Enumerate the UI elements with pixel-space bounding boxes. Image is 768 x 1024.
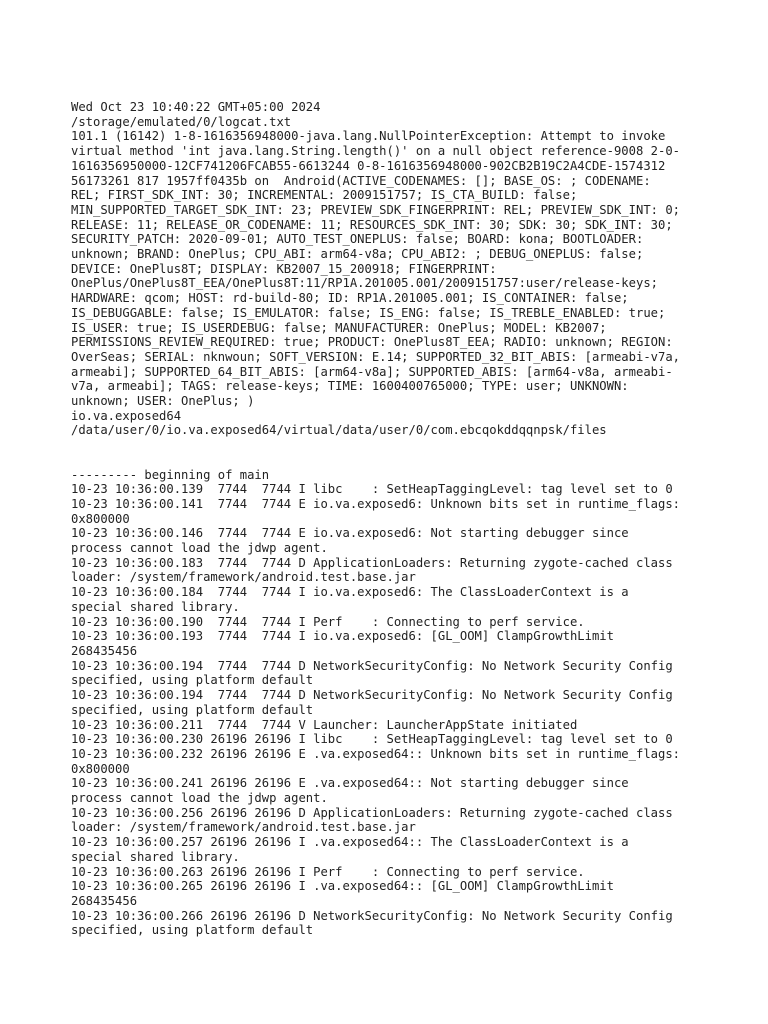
log-line: 10-23 10:36:00.194 7744 7744 D NetworkSecurityConfig: No Network Security Config xyxy=(71,688,673,703)
header-line: PERMISSIONS_REVIEW_REQUIRED: true; PRODUCT: OnePlus8T_EEA; RADIO: unknown; REGION: xyxy=(71,335,673,350)
header-line: RELEASE: 11; RELEASE_OR_CODENAME: 11; RESOURCES_SDK_INT: 30; SDK: 30; SDK_INT: 30; xyxy=(71,217,673,232)
header-line: HARDWARE: qcom; HOST: rd-build-80; ID: RP1A.201005.001; IS_CONTAINER: false; xyxy=(71,291,629,306)
log-line: 10-23 10:36:00.190 7744 7744 I Perf : Connecting to perf service. xyxy=(71,614,585,629)
log-line: 10-23 10:36:00.141 7744 7744 E io.va.exposed6: Unknown bits set in runtime_flags: xyxy=(71,496,681,511)
log-line: specified, using platform default xyxy=(71,923,314,938)
log-line: --------- beginning of main xyxy=(71,467,270,482)
log-line: 10-23 10:36:00.211 7744 7744 V Launcher: LauncherAppState initiated xyxy=(71,717,578,732)
header-line: 101.1 (16142) 1-8-1616356948000-java.lang.NullPointerException: Attempt to invoke xyxy=(71,129,666,144)
header-line: Wed Oct 23 10:40:22 GMT+05:00 2024 xyxy=(71,100,321,114)
log-line: 10-23 10:36:00.232 26196 26196 E .va.exposed64:: Unknown bits set in runtime_flags: xyxy=(71,746,681,761)
log-line: 10-23 10:36:00.230 26196 26196 I libc : SetHeapTaggingLevel: tag level set to 0 xyxy=(71,732,673,747)
log-line: 10-23 10:36:00.241 26196 26196 E .va.exposed64:: Not starting debugger since xyxy=(71,776,629,791)
log-line: 10-23 10:36:00.146 7744 7744 E io.va.exposed6: Not starting debugger since xyxy=(71,526,629,541)
header-line: /storage/emulated/0/logcat.txt xyxy=(71,114,292,129)
log-line: 268435456 xyxy=(71,644,138,658)
log-line: 10-23 10:36:00.263 26196 26196 I Perf : Connecting to perf service. xyxy=(71,864,585,879)
header-line: 1616356950000-12CF741206FCAB55-6613244 0-8-1616356948000-902CB2B19C2A4CDE-1574312 xyxy=(71,158,666,173)
header-line: virtual method 'int java.lang.String.length()' on a null object reference-9008 2-0- xyxy=(71,144,681,159)
header-line: v7a, armeabi]; TAGS: release-keys; TIME: 1600400765000; TYPE: user; UNKNOWN: xyxy=(71,379,629,394)
log-line: 10-23 10:36:00.256 26196 26196 D ApplicationLoaders: Returning zygote-cached class xyxy=(71,805,673,820)
header-line: io.va.exposed64 xyxy=(71,408,182,423)
header-line: IS_DEBUGGABLE: false; IS_EMULATOR: false; IS_ENG: false; IS_TREBLE_ENABLED: true; xyxy=(71,305,666,320)
log-line: process cannot load the jdwp agent. xyxy=(71,791,328,806)
header-line: OnePlus/OnePlus8T_EEA/OnePlus8T:11/RP1A.201005.001/2009151757:user/release-keys; xyxy=(71,276,658,291)
log-line: special shared library. xyxy=(71,849,240,864)
log-line: loader: /system/framework/android.test.base.jar xyxy=(71,820,416,835)
log-line: 10-23 10:36:00.265 26196 26196 I .va.exposed64:: [GL_OOM] ClampGrowthLimit xyxy=(71,879,614,894)
log-line: specified, using platform default xyxy=(71,673,314,688)
log-line: 10-23 10:36:00.266 26196 26196 D NetworkSecurityConfig: No Network Security Config xyxy=(71,908,673,923)
log-line: special shared library. xyxy=(71,599,240,614)
log-line: 268435456 xyxy=(71,893,138,908)
log-line: 10-23 10:36:00.183 7744 7744 D ApplicationLoaders: Returning zygote-cached class xyxy=(71,555,673,570)
header-line: unknown; USER: OnePlus; ) xyxy=(71,394,255,409)
device-info-header xyxy=(71,100,711,438)
header-line: IS_USER: true; IS_USERDEBUG: false; MANUFACTURER: OnePlus; MODEL: KB2007; xyxy=(71,320,607,335)
header-line: SECURITY_PATCH: 2020-09-01; AUTO_TEST_ONEPLUS: false; BOARD: kona; BOOTLOADER: xyxy=(71,232,644,247)
log-line: 10-23 10:36:00.139 7744 7744 I libc : SetHeapTaggingLevel: tag level set to 0 xyxy=(71,482,673,497)
log-line: 0x800000 xyxy=(71,761,130,776)
log-line: loader: /system/framework/android.test.base.jar xyxy=(71,570,416,585)
log-line: 10-23 10:36:00.194 7744 7744 D NetworkSecurityConfig: No Network Security Config xyxy=(71,658,673,673)
log-line: 10-23 10:36:00.193 7744 7744 I io.va.exposed6: [GL_OOM] ClampGrowthLimit xyxy=(71,629,614,644)
header-line: MIN_SUPPORTED_TARGET_SDK_INT: 23; PREVIEW_SDK_FINGERPRINT: REL; PREVIEW_SDK_INT: 0; xyxy=(71,202,681,217)
header-line: 56173261 817 1957ff0435b on Android(ACTIVE_CODENAMES: []; BASE_OS: ; CODENAME: xyxy=(71,173,651,188)
header-line: REL; FIRST_SDK_INT: 30; INCREMENTAL: 2009151757; IS_CTA_BUILD: false; xyxy=(71,188,578,203)
header-line: armeabi]; SUPPORTED_64_BIT_ABIS: [arm64-v8a]; SUPPORTED_ABIS: [arm64-v8a, armeabi- xyxy=(71,364,673,379)
log-entries xyxy=(71,468,711,939)
header-line: unknown; BRAND: OnePlus; CPU_ABI: arm64-v8a; CPU_ABI2: ; DEBUG_ONEPLUS: false; xyxy=(71,247,644,262)
header-line: OverSeas; SERIAL: nknwoun; SOFT_VERSION: E.14; SUPPORTED_32_BIT_ABIS: [armeabi-v7a, xyxy=(71,349,681,364)
log-line: specified, using platform default xyxy=(71,702,314,717)
header-line: /data/user/0/io.va.exposed64/virtual/data/user/0/com.ebcqokddqqnpsk/files xyxy=(71,423,607,438)
log-line: 10-23 10:36:00.184 7744 7744 I io.va.exposed6: The ClassLoaderContext is a xyxy=(71,585,629,600)
section-gap xyxy=(71,438,711,467)
log-line: 10-23 10:36:00.257 26196 26196 I .va.exposed64:: The ClassLoaderContext is a xyxy=(71,835,629,850)
log-line: process cannot load the jdwp agent. xyxy=(71,541,328,556)
logcat-document xyxy=(71,100,711,938)
header-line: DEVICE: OnePlus8T; DISPLAY: KB2007_15_200918; FINGERPRINT: xyxy=(71,261,497,276)
log-line: 0x800000 xyxy=(71,511,130,526)
